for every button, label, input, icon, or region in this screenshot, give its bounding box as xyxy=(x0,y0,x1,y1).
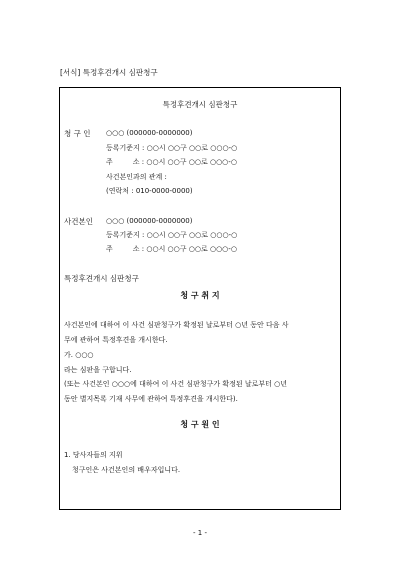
claimant-label: 청 구 인 xyxy=(64,129,91,138)
claimant-contact: (연락처 : 010-0000-0000) xyxy=(106,187,193,195)
purpose-line-1: 사건본인에 대하여 이 사건 심판청구가 확정된 날로부터 ○년 동안 다음 사 xyxy=(64,321,289,329)
principal-registry: 등록기준지 : ○○시 ○○구 ○○로 ○○○-○ xyxy=(106,231,238,239)
purpose-line-3: 가. ○○○ xyxy=(64,351,94,359)
purpose-line-6: 동안 별지목록 기재 사무에 관하여 특정후견을 개시한다). xyxy=(64,395,238,403)
principal-label: 사건본인 xyxy=(64,217,93,226)
claimant-address: 주 소 : ○○시 ○○구 ○○로 ○○○-○ xyxy=(106,158,237,166)
page-number: - 1 - xyxy=(193,529,207,537)
purpose-line-5: (또는 사건본인 ○○○에 대하여 이 사건 심판청구가 확정된 날로부터 ○년 xyxy=(64,380,287,388)
principal-name: ○○○ (000000-0000000) xyxy=(106,217,193,225)
claimant-relation: 사건본인과의 관계 : xyxy=(106,173,167,181)
document-title: 특정후견개시 심판청구 xyxy=(162,100,238,109)
form-header-label: [서식] 특정후견개시 심판청구 xyxy=(60,68,158,77)
purpose-line-4: 라는 심판을 구합니다. xyxy=(64,366,132,374)
claimant-name: ○○○ (000000-0000000) xyxy=(106,129,193,137)
cause-item-1-title: 1. 당사자들의 지위 xyxy=(64,451,123,459)
cause-heading: 청 구 원 인 xyxy=(180,420,220,429)
principal-address: 주 소 : ○○시 ○○구 ○○로 ○○○-○ xyxy=(106,245,237,253)
cause-item-1-text: 청구인은 사건본인의 배우자입니다. xyxy=(72,466,181,474)
purpose-heading: 청 구 취 지 xyxy=(180,291,220,300)
claimant-registry: 등록기준지 : ○○시 ○○구 ○○로 ○○○-○ xyxy=(106,144,238,152)
case-name: 특정후견개시 심판청구 xyxy=(64,274,139,283)
purpose-line-2: 무에 관하여 특정후견을 개시한다. xyxy=(64,336,168,344)
